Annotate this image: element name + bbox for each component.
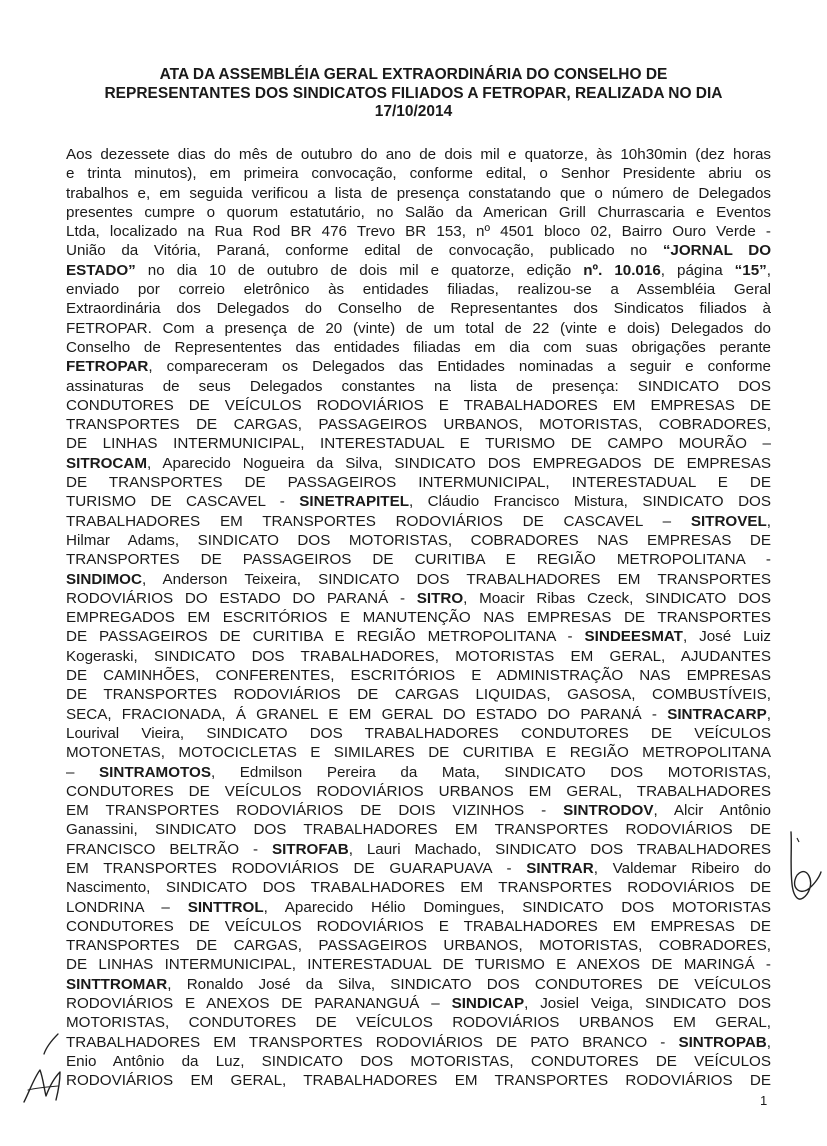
text-segment: CONDUTORES DE VEÍCULOS RODOVIÁRIOS E TRABALHADORES EM EMPRESAS DE [66, 917, 771, 935]
text-segment: RODOVIÁRIOS EM GERAL, TRABALHADORES EM TRANSPORTES RODOVIÁRIOS DE [66, 1072, 771, 1090]
text-line [66, 782, 771, 801]
text-line [66, 878, 771, 897]
text-line [66, 550, 771, 569]
text-line [66, 994, 771, 1013]
text-segment: Nascimento, SINDICATO DOS TRABALHADORES EM TRANSPORTES RODOVIÁRIOS DE [66, 879, 771, 897]
bold-text-segment: SINDIMOC [66, 570, 142, 588]
text-segment: DE TRANSPORTES RODOVIÁRIOS DE CARGAS LIQUIDAS, GASOSA, COMBUSTÍVEIS, [66, 686, 771, 704]
bold-text-segment: SINTRAMOTOS [99, 763, 211, 781]
text-segment: EM TRANSPORTES RODOVIÁRIOS DE GUARAPUAVA - [66, 859, 527, 877]
text-segment: União da Vitória, Paraná, conforme edital de convocação, publicado no [66, 242, 663, 260]
text-line [66, 859, 771, 878]
text-line [66, 203, 771, 222]
text-segment: no dia 10 de outubro de dois mil e quatorze, edição [135, 261, 584, 279]
text-segment: SECA, FRACIONADA, Á GRANEL E EM GERAL DO ESTADO DO PARANÁ - [66, 705, 668, 723]
text-line [66, 685, 771, 704]
bold-text-segment: SINTROPAB [678, 1033, 767, 1051]
bold-text-segment: SINETRAPITEL [299, 493, 409, 511]
text-line [66, 357, 771, 376]
text-segment: , José Luiz [682, 628, 771, 646]
text-segment: Extraordinária dos Delegados do Conselho de Representantes dos Sindicatos filiados à [66, 300, 771, 318]
text-segment: , [766, 705, 771, 723]
text-segment: , Lauri Machado, SINDICATO DOS TRABALHADORES [348, 840, 771, 858]
text-line [66, 1033, 771, 1052]
text-segment: TURISMO DE CASCAVEL - [66, 493, 300, 511]
text-line [66, 898, 771, 917]
text-line [66, 164, 771, 183]
text-line [66, 531, 771, 550]
text-line [66, 492, 771, 511]
text-line [66, 627, 771, 646]
text-segment: , Aparecido Hélio Domingues, SINDICATO DOS MOTORISTAS [263, 898, 771, 916]
document-title [60, 66, 767, 122]
text-line [66, 280, 771, 299]
text-line [66, 801, 771, 820]
bold-text-segment: SINDEESMAT [584, 628, 683, 646]
text-line [66, 1052, 771, 1071]
text-line [66, 666, 771, 685]
text-segment: DE CAMINHÕES, CONFERENTES, ESCRITÓRIOS E ADMINISTRAÇÃO NAS EMPRESAS [66, 667, 771, 685]
text-line [66, 763, 771, 782]
text-segment: TRABALHADORES EM TRANSPORTES RODOVIÁRIOS DE PATO BRANCO - [66, 1033, 679, 1051]
bold-text-segment: nº. 10.016 [583, 261, 661, 279]
text-segment: MOTONETAS, MOTOCICLETAS E SIMILARES DE CURITIBA E REGIÃO METROPOLITANA [66, 744, 771, 762]
text-line [66, 299, 771, 318]
text-line [66, 589, 771, 608]
text-line [66, 975, 771, 994]
bold-text-segment: ESTADO” [66, 261, 136, 279]
text-segment: presentes cumpre o quorum estatutário, no Salão da American Grill Churrascaria e Eventos [66, 203, 771, 221]
text-segment: TRANSPORTES DE PASSAGEIROS DE CURITIBA E REGIÃO METROPOLITANA - [66, 551, 771, 569]
page-number: 1 [760, 1093, 768, 1108]
text-segment: EMPREGADOS EM ESCRITÓRIOS E MANUTENÇÃO NAS EMPRESAS DE TRANSPORTES [66, 609, 771, 627]
bold-text-segment: SITROVEL [690, 512, 767, 530]
text-segment: , Moacir Ribas Czeck, SINDICATO DOS [463, 589, 771, 607]
text-segment: Hilmar Adams, SINDICATO DOS MOTORISTAS, COBRADORES NAS EMPRESAS DE [66, 531, 771, 549]
text-segment: , página [660, 261, 735, 279]
text-segment: FRANCISCO BELTRÃO - [66, 840, 272, 858]
text-line [66, 473, 771, 492]
text-segment: Ganassini, SINDICATO DOS TRABALHADORES EM TRANSPORTES RODOVIÁRIOS DE [66, 821, 771, 839]
text-line [66, 396, 771, 415]
text-line [66, 608, 771, 627]
text-segment: Enio Antônio da Luz, SINDICATO DOS MOTORISTAS, CONDUTORES DE VEÍCULOS [66, 1052, 771, 1070]
text-line [66, 840, 771, 859]
text-segment: CONDUTORES DE VEÍCULOS RODOVIÁRIOS URBANOS EM GERAL, TRABALHADORES [66, 782, 771, 800]
text-line [66, 1071, 771, 1090]
text-segment: , Edmilson Pereira da Mata, SINDICATO DOS MOTORISTAS, [210, 763, 771, 781]
text-segment: , Ronaldo José da Silva, SINDICATO DOS CONDUTORES DE VEÍCULOS [167, 975, 771, 993]
bold-text-segment: “JORNAL DO [662, 242, 771, 260]
bold-text-segment: SINTRAR [526, 859, 594, 877]
bold-text-segment: SINTTROMAR [66, 975, 168, 993]
text-segment: DE LINHAS INTERMUNICIPAL, INTERESTADUAL DE TURISMO E ANEXOS DE MARINGÁ - [66, 956, 771, 974]
text-segment: , [766, 512, 771, 530]
text-segment: , Aparecido Nogueira da Silva, SINDICATO DOS EMPREGADOS DE EMPRESAS [147, 454, 771, 472]
text-segment: Lourival Vieira, SINDICATO DOS TRABALHADORES CONDUTORES DE VEÍCULOS [66, 724, 771, 742]
title-line-1: ATA DA ASSEMBLÉIA GERAL EXTRAORDINÁRIA DO CONSELHO DE [159, 66, 668, 83]
text-segment: TRABALHADORES EM TRANSPORTES RODOVIÁRIOS DE CASCAVEL – [66, 512, 691, 530]
text-segment: EM TRANSPORTES RODOVIÁRIOS DE DOIS VIZINHOS - [66, 802, 564, 820]
text-segment: CONDUTORES DE VEÍCULOS RODOVIÁRIOS E TRABALHADORES EM EMPRESAS DE [66, 396, 771, 414]
margin-initials [16, 1030, 72, 1106]
text-segment: assinaturas de seus Delegados constantes na lista de presença: SINDICATO DOS [66, 377, 771, 395]
bold-text-segment: SITRO [416, 589, 464, 607]
text-line [66, 917, 771, 936]
text-segment: MOTORISTAS, CONDUTORES DE VEÍCULOS RODOVIÁRIOS URBANOS EM GERAL, [66, 1014, 771, 1032]
title-line-2: REPRESENTANTES DOS SINDICATOS FILIADOS A FETROPAR, REALIZADA NO DIA [104, 84, 723, 102]
bold-text-segment: SINTTROL [187, 898, 264, 916]
text-segment: FETROPAR. Com a presença de 20 (vinte) de um total de 22 (vinte e dois) Delegados do [66, 319, 771, 337]
text-line [66, 820, 771, 839]
text-segment: , Alcir Antônio [653, 802, 771, 820]
text-segment: Aos dezessete dias do mês de outubro do ano de dois mil e quatorze, às 10h30min (dez horas [66, 146, 771, 163]
text-line [66, 377, 771, 396]
text-line [66, 936, 771, 955]
text-line [66, 724, 771, 743]
text-segment: DE LINHAS INTERMUNICIPAL, INTERESTADUAL E TURISMO DE CAMPO MOURÃO – [66, 435, 771, 453]
text-segment: LONDRINA – [66, 898, 188, 916]
text-line [66, 743, 771, 762]
text-segment: , Valdemar Ribeiro do [593, 859, 771, 877]
text-segment: DE PASSAGEIROS DE CURITIBA E REGIÃO METROPOLITANA - [66, 628, 585, 646]
text-line [66, 184, 771, 203]
text-segment: , Josiel Veiga, SINDICATO DOS [524, 995, 771, 1013]
text-segment: TRANSPORTES DE CARGAS, PASSAGEIROS URBANOS, MOTORISTAS, COBRADORES, [66, 937, 771, 955]
text-segment: trabalhos e, em seguida verificou a lista de presença constatando que o número de Delegados [66, 184, 771, 202]
text-segment: RODOVIÁRIOS DO ESTADO DO PARANÁ - [66, 589, 417, 607]
bold-text-segment: FETROPAR [66, 358, 149, 376]
text-segment: Kogeraski, SINDICATO DOS TRABALHADORES, MOTORISTAS EM GERAL, AJUDANTES [66, 647, 771, 665]
bold-text-segment: SITROFAB [271, 840, 349, 858]
title-line-3: 17/10/2014 [374, 103, 453, 120]
text-line [66, 1013, 771, 1032]
text-segment: TRANSPORTES DE CARGAS, PASSAGEIROS URBANOS, MOTORISTAS, COBRADORES, [66, 416, 771, 434]
margin-signature [783, 828, 823, 908]
text-segment: e trinta minutos), em primeira convocação, conforme edital, o Senhor Presidente abriu os [66, 165, 771, 183]
text-line [66, 705, 771, 724]
bold-text-segment: SINTRACARP [667, 705, 767, 723]
bold-text-segment: SINDICAP [451, 995, 525, 1013]
text-segment: RODOVIÁRIOS E ANEXOS DE PARANANGUÁ – [66, 995, 452, 1013]
text-line [66, 512, 771, 531]
text-line [66, 434, 771, 453]
text-line [66, 222, 771, 241]
text-segment: , Anderson Teixeira, SINDICATO DOS TRABALHADORES EM TRANSPORTES [141, 570, 771, 588]
text-line [66, 261, 771, 280]
text-line [66, 647, 771, 666]
text-line [66, 338, 771, 357]
text-line [66, 319, 771, 338]
text-segment: enviado por correio eletrônico às entidades filiadas, realizou-se a Assembléia Geral [66, 281, 771, 299]
text-line [66, 415, 771, 434]
text-segment: – [66, 763, 100, 781]
text-segment: DE TRANSPORTES DE PASSAGEIROS INTERMUNICIPAL, INTERESTADUAL E DE [66, 474, 771, 492]
text-line [66, 454, 771, 473]
text-line [66, 570, 771, 589]
text-line [66, 145, 771, 164]
minutes-body-text [66, 145, 771, 1091]
text-line [66, 241, 771, 260]
text-line [66, 955, 771, 974]
bold-text-segment: SINTRODOV [563, 802, 654, 820]
bold-text-segment: SITROCAM [66, 454, 147, 472]
text-segment: Ltda, localizado na Rua Rod BR 476 Trevo BR 153, nº 4501 bloco 02, Bairro Ouro Verde - [66, 223, 771, 241]
bold-text-segment: “15” [734, 261, 767, 279]
text-segment: Conselho de Represententes das entidades filiadas em dia com suas obrigações perante [66, 338, 771, 356]
text-segment: , compareceram os Delegados das Entidades nominadas a seguir e conforme [148, 358, 771, 376]
text-segment: , Cláudio Francisco Mistura, SINDICATO DOS [409, 493, 771, 511]
text-segment: , [766, 261, 771, 279]
text-segment: , [766, 1033, 771, 1051]
